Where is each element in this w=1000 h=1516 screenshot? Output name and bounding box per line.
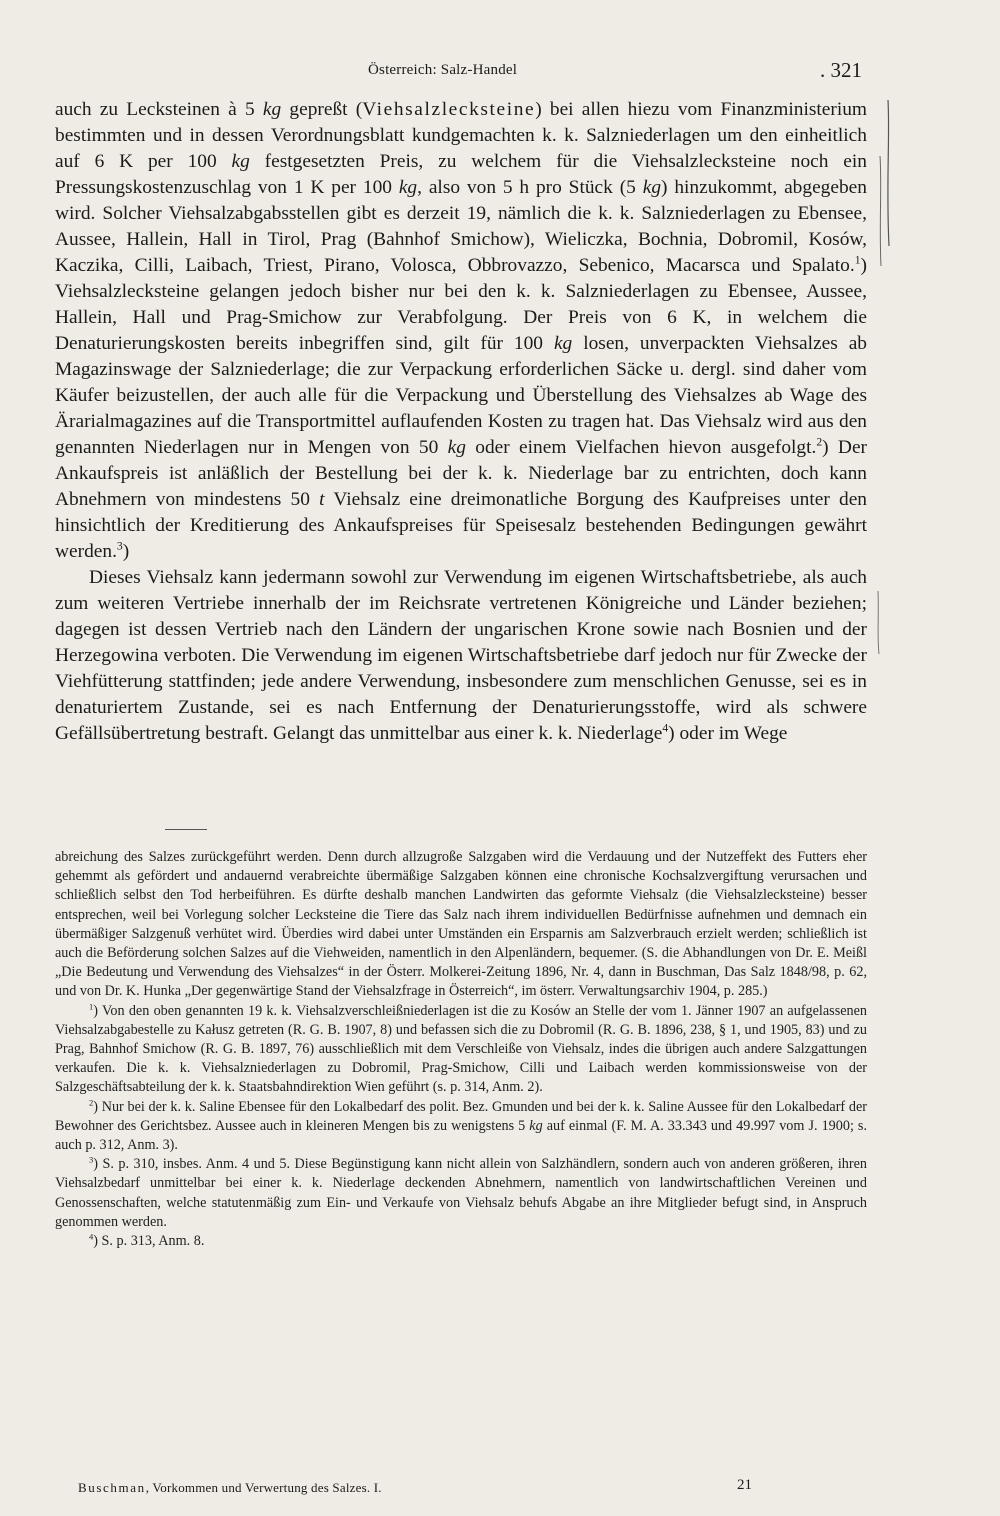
footnote-text: ) Von den oben genannten 19 k. k. Viehsalzverschleißniederlagen ist die zu Kosów an Stelle der vom 1. Jänner 1907 an aufgelassenen Viehsalzabgabestelle zu Kałusz getreten (R. G. B. 1907, 8) und befassen sich die zu Dobromil (R. G. B. 1896, 238, § 1, und 1905, 83) und zu Prag, Bahnhof Smichow (R. G. B. 1897, 76) ausschließlich mit dem Verschleiße von Viehsalz, indes die übrigen auch andere Salzgattungen verkaufen. Die k. k. Viehsalzniederlagen zu Dobromil, Prag-Smichow, Cilli und Laibach werden kommissionsweise von der Salzgeschäftsabteilung der k. k. Staatsbahndirektion Wien geführt (s. p. 314, Anm. 2). — [55, 1002, 867, 1096]
footnote-3 — [55, 1155, 867, 1232]
text-run: ) — [122, 541, 130, 562]
unit-italic: kg — [398, 177, 418, 198]
paragraph-1 — [55, 97, 867, 565]
footnote-ref-1: 1 — [854, 253, 861, 267]
footnote-mark: 3 — [89, 1154, 94, 1165]
footnote-1 — [55, 1002, 867, 1098]
unit-italic: kg — [447, 437, 466, 458]
footnote-2 — [55, 1098, 867, 1156]
unit-italic: kg — [642, 177, 662, 198]
text-run: festgesetzten Preis, zu welchem für die Viehsalzlecksteine noch ein Pressungskostenzuschlag von 1 K per 100 — [55, 151, 867, 198]
page-header — [0, 58, 1000, 86]
text-run: losen, unverpackten Viehsalzes ab Magazinswage der Salzniederlage; die zur Verpackung erforderlichen Säcke u. dergl. sind daher vom Käufer beizustellen, der auch alle für die Verpackung und Überstellung des Viehsalzes ab Wage des Ärarialmagazines auf die Transportmittel auflaufenden Kosten zu tragen hat. Das Viehsalz wird aus den genannten Niederlagen nur in Mengen von 50 — [55, 333, 868, 458]
text-run: Viehsalz eine dreimonatliche Borgung des Kaufpreises unter den hinsichtlich der Kreditierung des Ankaufspreises für Speisesalz bestehenden Bedingungen gewährt werden. — [55, 489, 867, 562]
emphasized-term: Viehsalzlecksteine — [362, 99, 536, 120]
footnote-mark: 2 — [89, 1096, 94, 1107]
footnote-ref-2: 2 — [816, 435, 823, 449]
text-run: ) Der Ankaufspreis ist anläßlich der Bestellung bei der k. k. Niederlage bar zu entrichten, doch kann Abnehmern von mindestens 50 — [55, 437, 868, 510]
text-run: ) hinzukommt, abgegeben wird. Solcher Viehsalzabgabsstellen gibt es derzeit 19, nämlich die k. k. Salzniederlagen zu Ebensee, Aussee, Hallein, Hall in Tirol, Prag (Bahnhof Smichow), Wieliczka, Bochnia, Dobromil, Kosów, Kaczika, Cilli, Laibach, Triest, Pirano, Volosca, Obbrovazzo, Sebenico, Macarsca und Spalato. — [55, 177, 867, 276]
text-run: gepreßt ( — [281, 99, 363, 120]
footnote-text: ) Nur bei der k. k. Saline Ebensee für den Lokalbedarf des polit. Bez. Gmunden und bei der k. k. Saline Aussee für den Lokalbedarf der Bewohner des Gerichtsbez. Aussee auch in kleineren Mengen bis zu wenigstens 5 — [55, 1098, 867, 1134]
footnotes — [55, 848, 867, 1251]
text-run: Dieses Viehsalz kann jedermann sowohl zur Verwendung im eigenen Wirtschaftsbetriebe, als auch zum weiteren Vertriebe innerhalb der im Reichsrate vertretenen Königreiche und Länder beziehen; dagegen ist dessen Vertrieb nach den Ländern der ungarischen Krone sowie nach Bosnien und der Herzegowina verboten. Die Verwendung im eigenen Wirtschaftsbetriebe darf jedoch nur für Zwecke der Viehfütterung stattfinden; jede andere Verwendung, insbesondere zum menschlichen Genusse, sei es in denaturiertem Zustande, sei es nach Entfernung der Denaturierungsstoffe, wird als schwere Gefällsübertretung bestraft. Gelangt das unmittelbar aus einer k. k. Niederlage — [55, 567, 867, 744]
footnote-text: ) S. p. 313, Anm. 8. — [93, 1233, 205, 1250]
text-run: ) oder im Wege — [668, 723, 788, 744]
page-number: . 321 — [820, 58, 862, 82]
text-run: ) Viehsalzlecksteine gelangen jedoch bisher nur bei den k. k. Salzniederlagen zu Ebensee, Aussee, Hallein, Hall und Prag-Smichow zur Verabfolgung. Der Preis von 6 K, in welchem die Denaturierungskosten bereits inbegriffen sind, gilt für 100 — [55, 255, 867, 354]
imprint-author: Buschman — [78, 1480, 146, 1495]
footnote-mark: 1 — [89, 1000, 94, 1011]
text-run: , also von 5 h pro Stück (5 — [417, 177, 643, 198]
footnote-text: ) S. p. 310, insbes. Anm. 4 und 5. Diese Begünstigung kann nicht allein von Salzhändlern, sondern auch von anderen größeren, ihren Viehsalzbedarf unmittelbar bei einer k. k. Niederlage deckenden Abnehmern, namentlich von landwirtschaftlichen Vereinen und Genossenschaften, welche statutenmäßig zum Ein- und Verkaufe von Viehsalz behufs Abgabe an ihre Mitglieder befugt sind, in Anspruch genommen werden. — [55, 1156, 867, 1230]
unit-italic: kg — [553, 333, 573, 354]
paragraph-2 — [55, 565, 867, 747]
unit-italic: kg — [262, 99, 282, 120]
unit-italic: kg — [529, 1117, 543, 1134]
main-text — [55, 97, 867, 747]
footnote-continuation: abreichung des Salzes zurückgeführt werden. Denn durch allzugroße Salzgaben wird die Verdauung und der Nutzeffekt des Futters eher gehemmt als gefördert und andauernd verabreichte übermäßige Salzgaben können eine chronische Kochsalzvergiftung verursachen und schließlich selbst den Tod herbeiführen. Es dürfte deshalb manchen Landwirten das geformte Viehsalz (die Viehsalzlecksteine) besser entsprechen, weil bei Vorlegung solcher Lecksteine die Tiere das Salz nach ihrem individuellen Bedürfnisse aufnehmen und demnach ein übermäßiger Salzgenuß verhütet wird. Überdies wird dabei unter Umständen ein Ersparnis am Salzverbrauch erzielt werden; schließlich ist auch die Beförderung solchen Salzes auf die Viehweiden, namentlich in den Alpenländern, bequemer. (S. die Abhandlungen von Dr. E. Meißl „Die Bedeutung und Verwendung des Viehsalzes“ in der Österr. Molkerei-Zeitung 1896, Nr. 4, dann in Buschman, Das Salz 1848/98, p. 62, und von Dr. K. Hunka „Der gegenwärtige Stand der Viehsalzfrage in Österreich“, im österr. Verwaltungsarchiv 1904, p. 285.) — [55, 849, 867, 1000]
text-run: oder einem Vielfachen hievon ausgefolgt. — [465, 437, 817, 458]
footnote-ref-3: 3 — [116, 539, 123, 553]
footnote-separator — [165, 829, 207, 830]
footnote-4 — [55, 1232, 867, 1251]
running-title: Österreich: Salz-Handel — [368, 62, 518, 78]
imprint-line — [78, 1480, 382, 1496]
page-footer — [0, 1477, 1000, 1501]
unit-italic: kg — [231, 151, 250, 172]
signature-mark: 21 — [737, 1477, 752, 1493]
text-run: ) bei allen hiezu vom Finanzministerium bestimmten und in dessen Verordnungsblatt kundgemachten k. k. Salzniederlagen um den einheitlich auf 6 K per 100 — [55, 99, 868, 172]
imprint-title: , Vorkommen und Verwertung des Salzes. I. — [145, 1480, 382, 1495]
footnote-mark: 4 — [89, 1231, 94, 1242]
text-run: auch zu Lecksteinen à 5 — [55, 99, 263, 120]
unit-italic: t — [319, 489, 325, 510]
margin-pencil-mark — [868, 96, 908, 656]
footnote-text: auf einmal (F. M. A. 33.343 und 49.997 vom J. 1900; s. auch p. 312, Anm. 3). — [55, 1117, 867, 1154]
footnote-ref-4: 4 — [662, 721, 669, 735]
